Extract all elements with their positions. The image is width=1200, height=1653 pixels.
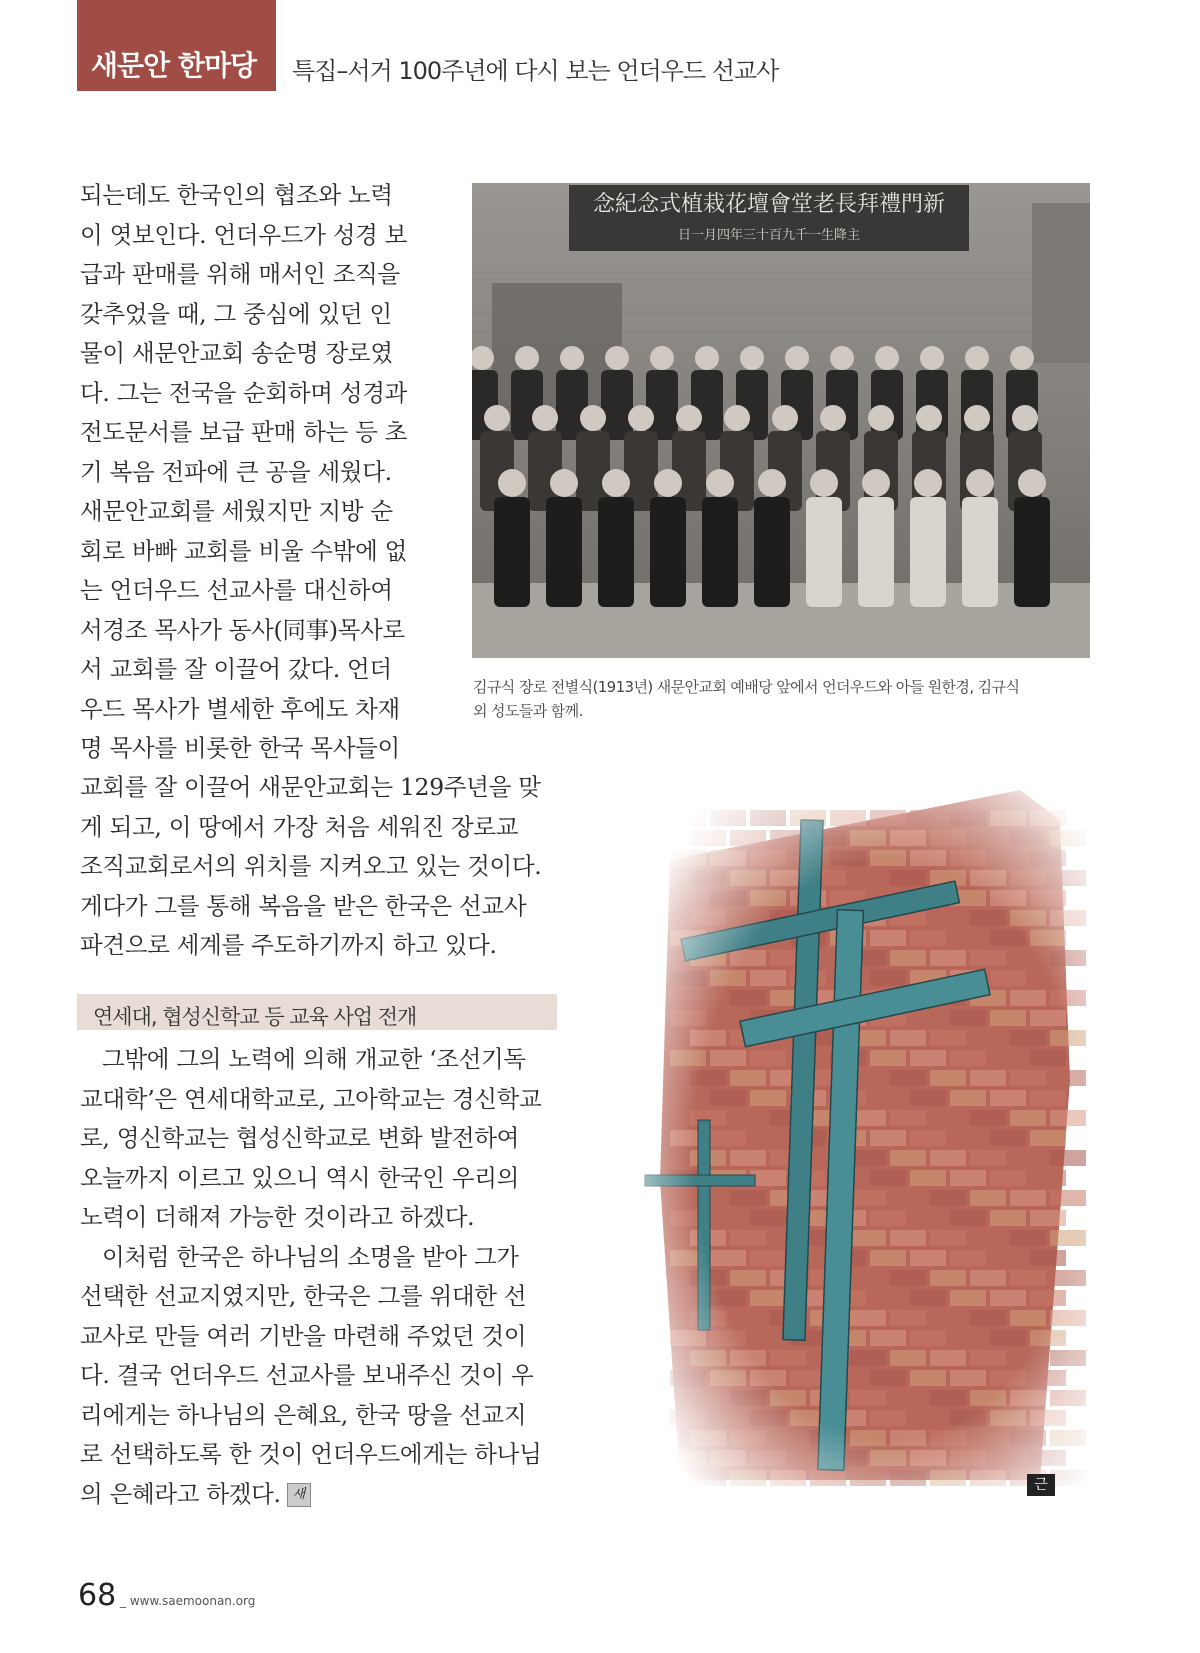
person-head [875, 346, 899, 370]
person-head [964, 405, 990, 431]
page-number: 68 [78, 1578, 117, 1613]
person-head [650, 346, 674, 370]
header-title: 특집–서거 100주년에 다시 보는 언더우드 선교사 [292, 57, 779, 85]
text-line: 그밖에 그의 노력에 의해 개교한 ‘조선기독 [102, 1045, 526, 1073]
text-line: 노력이 더해져 가능한 것이라고 하겠다. [80, 1203, 475, 1231]
person-body [511, 370, 543, 440]
text-line: 교대학’은 연세대학교로, 고아학교는 경신학교 [80, 1084, 542, 1113]
text-line: 교회를 잘 이끌어 새문안교회는 129주년을 맞 [80, 773, 541, 801]
person-body [601, 370, 633, 440]
person-body [650, 497, 686, 607]
text-line: 선택한 선교지였지만, 한국은 그를 위대한 선 [80, 1282, 527, 1310]
cross-painting [640, 780, 1140, 1520]
person-body [598, 497, 634, 607]
person-body [962, 497, 998, 607]
body-column-3 [80, 1040, 560, 1514]
subheading: 연세대, 협성신학교 등 교육 사업 전개 [77, 994, 557, 1030]
person-head [676, 405, 702, 431]
text-line: 파견으로 세계를 주도하기까지 하고 있다. [80, 931, 497, 959]
person-head [1018, 469, 1046, 497]
person-head [515, 346, 539, 370]
text-line-last [80, 1475, 560, 1515]
person-body [556, 370, 588, 440]
person-head [868, 405, 894, 431]
person-head [580, 405, 606, 431]
person-head [706, 469, 734, 497]
text-line: 게다가 그를 통해 복음을 받은 한국은 선교사 [80, 891, 527, 920]
text-line: 로 선택하도록 한 것이 언더우드에게는 하나님 [80, 1440, 542, 1468]
photo-banner-line2: 日一月四年三十百九千一生降主 [677, 228, 861, 243]
person-head [498, 469, 526, 497]
section-tag [77, 0, 276, 91]
person-head [785, 346, 809, 370]
text-line: 기 복음 전파에 큰 공을 세웠다. [80, 457, 392, 486]
body-column-1 [80, 176, 420, 769]
person-head [602, 469, 630, 497]
caption-line: 김규식 장로 전별식(1913년) 새문안교회 예배당 앞에서 언더우드와 아들 원한경, 김규식 [473, 678, 1020, 696]
person-head [628, 405, 654, 431]
person-head [560, 346, 584, 370]
text-line: 교사로 만들 여러 기반을 마련해 주었던 것이 [80, 1321, 527, 1350]
person-body [806, 497, 842, 607]
text-line: 로, 영신학교는 협성신학교로 변화 발전하여 [80, 1124, 520, 1152]
cross-painting-illustration [640, 780, 1140, 1520]
text-line: 는 언더우드 선교사를 대신하여 [80, 576, 393, 604]
person-head [862, 469, 890, 497]
text-line: 리에게는 하나님의 은혜요, 한국 땅을 선교지 [80, 1400, 527, 1429]
person-head [605, 346, 629, 370]
artist-stamp: 근 [1027, 1474, 1055, 1496]
person-body [754, 497, 790, 607]
person-body [646, 370, 678, 440]
person-head [966, 469, 994, 497]
person-body [858, 497, 894, 607]
person-head [532, 405, 558, 431]
caption-line: 외 성도들과 함께. [473, 702, 583, 720]
crowd-figures [472, 346, 1050, 607]
person-head [830, 346, 854, 370]
text-line: 이처럼 한국은 하나님의 소명을 받아 그가 [102, 1242, 519, 1271]
text-line-text: 의 은혜라고 하겠다. [80, 1479, 281, 1508]
body-column-2 [80, 768, 560, 966]
person-head [820, 405, 846, 431]
person-head [1010, 346, 1034, 370]
historical-photo [472, 183, 1090, 658]
person-head [695, 346, 719, 370]
person-head [740, 346, 764, 370]
photo-banner-line1: 念紀念式植栽花壇會堂老長拜禮門新 [592, 192, 946, 217]
person-head [772, 405, 798, 431]
person-body [546, 497, 582, 607]
person-head [965, 346, 989, 370]
person-head [724, 405, 750, 431]
person-body [910, 497, 946, 607]
text-line: 게 되고, 이 땅에서 가장 처음 세워진 장로교 [80, 812, 519, 841]
person-head [550, 469, 578, 497]
text-line: 되는데도 한국인의 협조와 노력 [80, 181, 393, 209]
text-line: 급과 판매를 위해 매서인 조직을 [80, 260, 400, 288]
text-line: 다. 결국 언더우드 선교사를 보내주신 것이 우 [80, 1361, 534, 1389]
text-line: 다. 그는 전국을 순회하며 성경과 [80, 378, 408, 407]
text-line: 갖추었을 때, 그 중심에 있던 인 [80, 299, 392, 328]
text-line: 오늘까지 이르고 있으니 역시 한국인 우리의 [80, 1163, 520, 1192]
person-head [916, 405, 942, 431]
text-line: 서 교회를 잘 이끌어 갔다. 언더 [80, 655, 392, 683]
person-head [920, 346, 944, 370]
text-line: 이 엿보인다. 언더우드가 성경 보 [80, 220, 408, 249]
photo-illustration [472, 183, 1090, 658]
person-head [810, 469, 838, 497]
text-line: 물이 새문안교회 송순명 장로였 [80, 339, 393, 367]
person-head [654, 469, 682, 497]
person-head [914, 469, 942, 497]
person-body [691, 370, 723, 440]
text-line: 전도문서를 보급 판매 하는 등 초 [80, 418, 408, 446]
person-head [758, 469, 786, 497]
text-line: 조직교회로서의 위치를 지켜오고 있는 것이다. [80, 852, 542, 880]
person-body [494, 497, 530, 607]
section-tag-label: 새문안 한마당 [91, 49, 257, 82]
person-body [702, 497, 738, 607]
photo-caption [473, 675, 1093, 723]
person-head [1012, 405, 1038, 431]
text-line: 우드 목사가 별세한 후에도 차재 [80, 694, 400, 723]
text-line: 새문안교회를 세웠지만 지방 순 [80, 497, 393, 525]
text-line: 회로 바빠 교회를 비울 수밖에 없 [80, 536, 408, 565]
person-body [1014, 497, 1050, 607]
text-line: 명 목사를 비롯한 한국 목사들이 [80, 734, 400, 762]
site-url: _ www.saemoonan.org [120, 1594, 256, 1608]
text-line: 서경조 목사가 동사(同事)목사로 [80, 615, 405, 644]
person-head [484, 405, 510, 431]
end-mark-icon: 새 [287, 1483, 311, 1507]
